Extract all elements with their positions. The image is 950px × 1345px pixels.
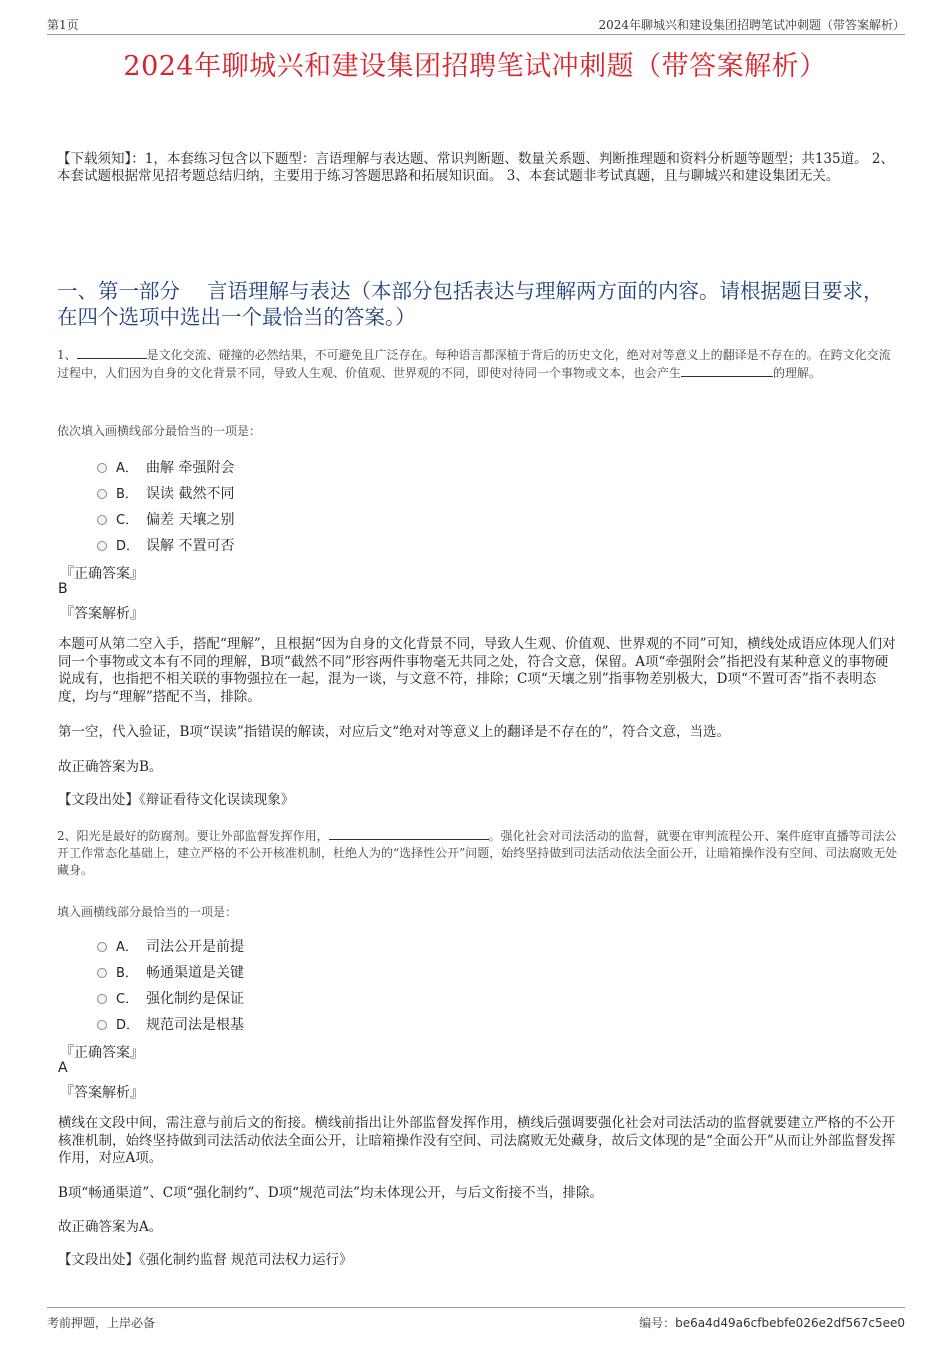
- radio-icon[interactable]: [97, 968, 107, 978]
- question-2-prompt: 填入画横线部分最恰当的一项是：: [57, 905, 238, 919]
- footer-code: [639, 1314, 905, 1331]
- page-header: [47, 14, 905, 35]
- fill-blank: [329, 827, 489, 840]
- q2-answer-label: 『正确答案』: [60, 1045, 144, 1061]
- code-value: be6a4d49a6cfbebfe026e2df567c5ee0: [675, 1316, 905, 1330]
- q2-option-b[interactable]: B． 畅通渠道是关键: [97, 962, 244, 980]
- header-doc-title: 2024年聊城兴和建设集团招聘笔试冲刺题（带答案解析）: [598, 18, 905, 32]
- q2-answer: A: [58, 1060, 68, 1076]
- fill-blank-1: [77, 346, 147, 359]
- q1-source: 【文段出处】《辩证看待文化误读现象》: [58, 792, 295, 808]
- radio-icon[interactable]: [97, 541, 107, 551]
- section-heading: 一、第一部分 言语理解与表达（本部分包括表达与理解两方面的内容。请根据题目要求，在四个选项中选出一个最恰当的答案。）: [57, 279, 884, 329]
- q1-analysis-conclusion: 故正确答案为B。: [58, 759, 163, 775]
- footer-slogan: 考前押题，上岸必备: [47, 1316, 156, 1330]
- q2-analysis-conclusion: 故正确答案为A。: [58, 1219, 163, 1235]
- radio-icon[interactable]: [97, 1020, 107, 1030]
- document-title: 2024年聊城兴和建设集团招聘笔试冲刺题（带答案解析）: [123, 51, 827, 82]
- question-number: 2、: [57, 829, 77, 843]
- code-label: 编号：: [639, 1316, 676, 1330]
- question-stem-end: 的理解。: [773, 366, 822, 380]
- q2-analysis-label: 『答案解析』: [60, 1085, 144, 1101]
- question-number: 1、: [57, 348, 77, 362]
- page-number: 第1页: [47, 18, 79, 32]
- radio-icon[interactable]: [97, 994, 107, 1004]
- q1-answer: B: [58, 581, 68, 597]
- q1-analysis-paragraph: 本题可从第二空入手，搭配“理解”，且根据“因为自身的文化背景不同，导致人生观、价值观、世界观的不同”可知，横线处成语应体现人们对同一个事物或文本有不同的理解，B项“截然不同”形容两件事物毫无共同之处，符合文意，保留。A项“牵强附会”指把没有某种意义的事物硬说成有，也指把不相关联的事物强拉在一起，混为一谈，与文意不符，排除；C项“天壤之别”指事物差别极大，D项“不置可否”指不表明态度，均与“理解”搭配不当，排除。: [58, 636, 896, 705]
- q1-answer-label: 『正确答案』: [60, 566, 144, 582]
- q2-option-a[interactable]: A． 司法公开是前提: [97, 936, 244, 954]
- question-stem-part: 阳光是最好的防腐剂。要让外部监督发挥作用，: [76, 829, 329, 843]
- q1-analysis-paragraph: 第一空，代入验证，B项“误读”指错误的解读，对应后文“绝对对等意义上的翻译是不存在的”，符合文意，当选。: [58, 724, 731, 740]
- q1-option-b[interactable]: B． 误读 截然不同: [97, 483, 234, 501]
- question-2-text: [57, 827, 902, 879]
- q1-option-a[interactable]: A． 曲解 牵强附会: [97, 457, 234, 475]
- q2-analysis-paragraph: B项“畅通渠道”、C项“强化制约”、D项“规范司法”均未体现公开，与后文衔接不当，排除。: [58, 1185, 603, 1201]
- q2-option-c[interactable]: C． 强化制约是保证: [97, 988, 244, 1006]
- q1-option-c[interactable]: C． 偏差 天壤之别: [97, 509, 234, 527]
- q2-source: 【文段出处】《强化制约监督 规范司法权力运行》: [58, 1252, 353, 1268]
- fill-blank-2: [681, 364, 773, 377]
- question-1-prompt: 依次填入画横线部分最恰当的一项是：: [57, 424, 262, 438]
- page-footer: [47, 1307, 905, 1332]
- download-notice: 【下载须知】：1，本套练习包含以下题型：言语理解与表达题、常识判断题、数量关系题、判断推理题和资料分析题等题型；共135道。 2、本套试题根据常见招考题总结归纳，主要用于练习答题思路和拓展知识面。 3、本套试题非考试真题，且与聊城兴和建设集团无关。: [57, 151, 894, 184]
- question-1-text: [57, 346, 902, 382]
- radio-icon[interactable]: [97, 942, 107, 952]
- question-stem-part: 是文化交流、碰撞的必然结果，不可避免且广泛存在。每种语言都深植于背后的历史文化，绝对对等意义上的翻译是不存在的。在跨文化交流过程中，人们因为自身的文化背景不同，导致人生观、价值观、世界观的不同，即使对待同一个事物或文本，也会产生: [57, 348, 891, 380]
- radio-icon[interactable]: [97, 515, 107, 525]
- q2-analysis-paragraph: 横线在文段中间，需注意与前后文的衔接。横线前指出让外部监督发挥作用，横线后强调要强化社会对司法活动的监督就要建立严格的不公开核准机制，始终坚持做到司法活动依法全面公开，让暗箱操作没有空间、司法腐败无处藏身，故后文体现的是“全面公开”从而让外部监督发挥作用，对应A项。: [58, 1115, 896, 1166]
- radio-icon[interactable]: [97, 489, 107, 499]
- radio-icon[interactable]: [97, 463, 107, 473]
- q1-analysis-label: 『答案解析』: [60, 606, 144, 622]
- q2-option-d[interactable]: D． 规范司法是根基: [97, 1014, 244, 1032]
- question-stem-end: 。强化社会对司法活动的监督，就要在审判流程公开、案件庭审直播等司法公开工作常态化基础上，建立严格的不公开核准机制，杜绝人为的“选择性公开”问题，始终坚持做到司法活动依法全面公开，让暗箱操作没有空间、司法腐败无处藏身。: [57, 829, 898, 877]
- q1-option-d[interactable]: D． 误解 不置可否: [97, 535, 234, 553]
